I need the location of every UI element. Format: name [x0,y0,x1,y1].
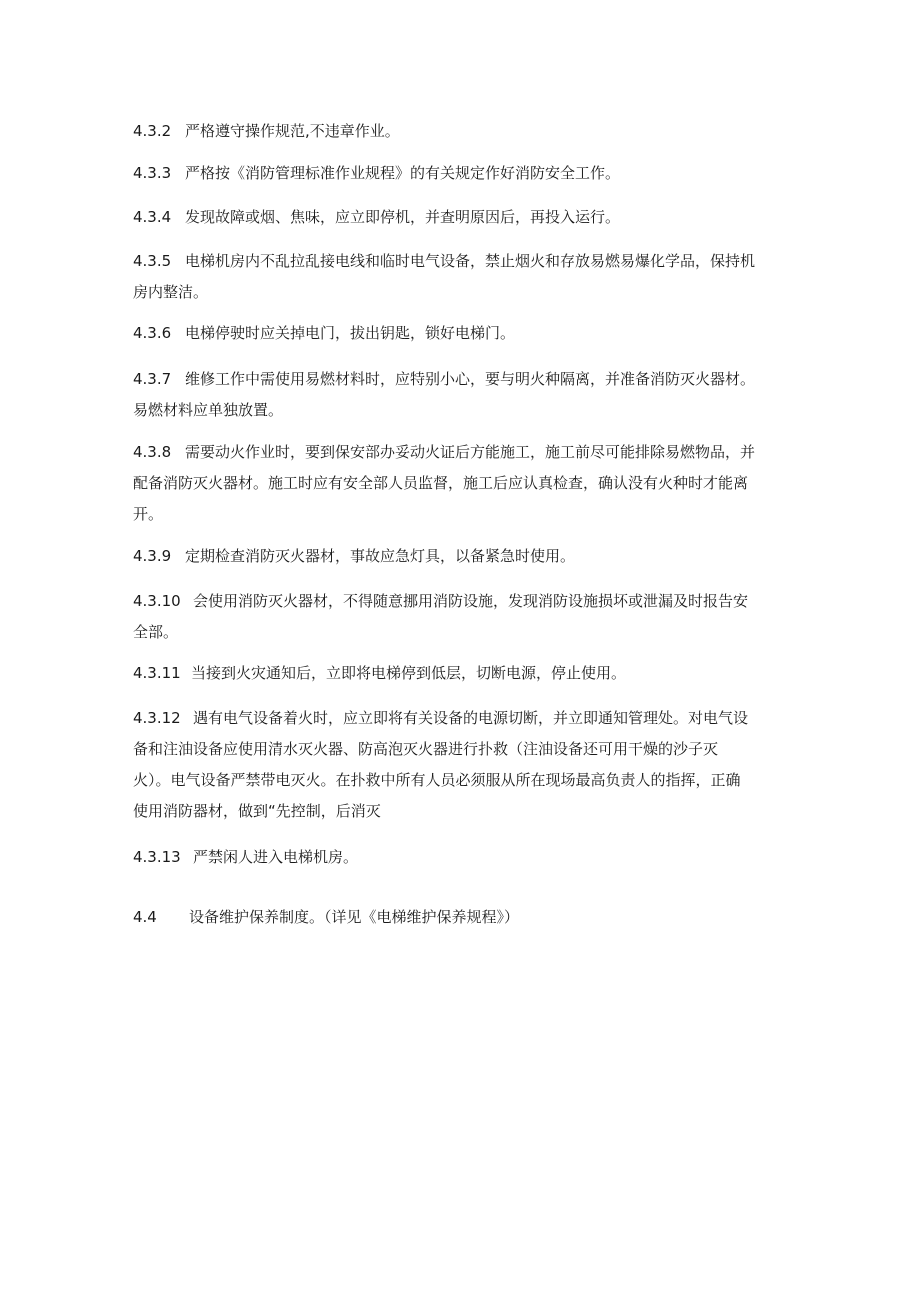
clause-number: 4.3.6 [133,324,172,342]
clause-number: 4.3.5 [133,252,172,270]
clause-number: 4.3.3 [133,164,172,182]
clause-text-continued: 全部。 [133,623,179,641]
clause-number: 4.3.11 [133,664,181,682]
clause-4-3-5 [133,246,783,308]
clause-text-continued: 易燃材料应单独放置。 [133,401,284,419]
clause-4-3-4 [133,202,783,233]
clause-number: 4.3.4 [133,208,172,226]
clause-number: 4.3.8 [133,443,172,461]
clause-4-3-9 [133,541,783,572]
clause-text-continued: 配备消防灭火器材。施工时应有安全部人员监督，施工后应认真检查，确认没有火种时才能离 [133,474,749,492]
clause-text: 严禁闲人进入电梯机房。 [193,848,359,866]
clause-text: 遇有电气设备着火时，应立即将有关设备的电源切断，并立即通知管理处。对电气设 [193,709,749,727]
clause-number: 4.3.10 [133,592,181,610]
clause-text: 电梯机房内不乱拉乱接电线和临时电气设备，禁止烟火和存放易燃易爆化学品，保持机 [185,252,756,270]
clause-4-4 [133,902,783,933]
clause-text-continued: 开。 [133,505,164,523]
clause-text: 严格按《消防管理标准作业规程》的有关规定作好消防安全工作。 [185,164,621,182]
clause-text: 会使用消防灭火器材，不得随意挪用消防设施，发现消防设施损坏或泄漏及时报告安 [193,592,749,610]
clause-4-3-6 [133,318,783,349]
clause-text: 设备维护保养制度。（详见《电梯维护保养规程》） [189,908,520,926]
clause-text-continued: 房内整洁。 [133,283,209,301]
clause-text: 当接到火灾通知后，立即将电梯停到低层，切断电源，停止使用。 [191,664,627,682]
clause-4-3-2 [133,116,783,147]
clause-number: 4.3.13 [133,848,181,866]
clause-4-3-12 [133,703,783,827]
clause-text: 发现故障或烟、焦味，应立即停机，并查明原因后，再投入运行。 [185,208,621,226]
clause-text-continued: 备和注油设备应使用清水灭火器、防高泡灭火器进行扑救（注油设备还可用干燥的沙子灭 [133,740,719,758]
clause-number: 4.4 [133,908,157,926]
clause-number: 4.3.9 [133,547,172,565]
clause-number: 4.3.7 [133,370,172,388]
clause-text: 需要动火作业时，要到保安部办妥动火证后方能施工，施工前尽可能排除易燃物品，并 [185,443,756,461]
clause-4-3-8 [133,437,783,530]
clause-4-3-11 [133,658,783,689]
clause-4-3-7 [133,364,783,426]
clause-text: 定期检查消防灭火器材，事故应急灯具，以备紧急时使用。 [185,547,576,565]
clause-4-3-10 [133,586,783,648]
clause-text-continued: 火）。电气设备严禁带电灭火。在扑救中所有人员必须服从所在现场最高负责人的指挥，正确 [133,771,741,789]
clause-text-continued: 使用消防器材，做到“先控制，后消灭 [133,802,381,820]
clause-4-3-3 [133,158,783,189]
clause-text: 严格遵守操作规范,不违章作业。 [185,122,400,140]
clause-number: 4.3.12 [133,709,181,727]
clause-number: 4.3.2 [133,122,172,140]
clause-4-3-13 [133,842,783,873]
clause-text: 维修工作中需使用易燃材料时，应特别小心，要与明火种隔离，并准备消防灭火器材。 [185,370,756,388]
clause-text: 电梯停驶时应关掉电门，拔出钥匙，锁好电梯门。 [185,324,516,342]
